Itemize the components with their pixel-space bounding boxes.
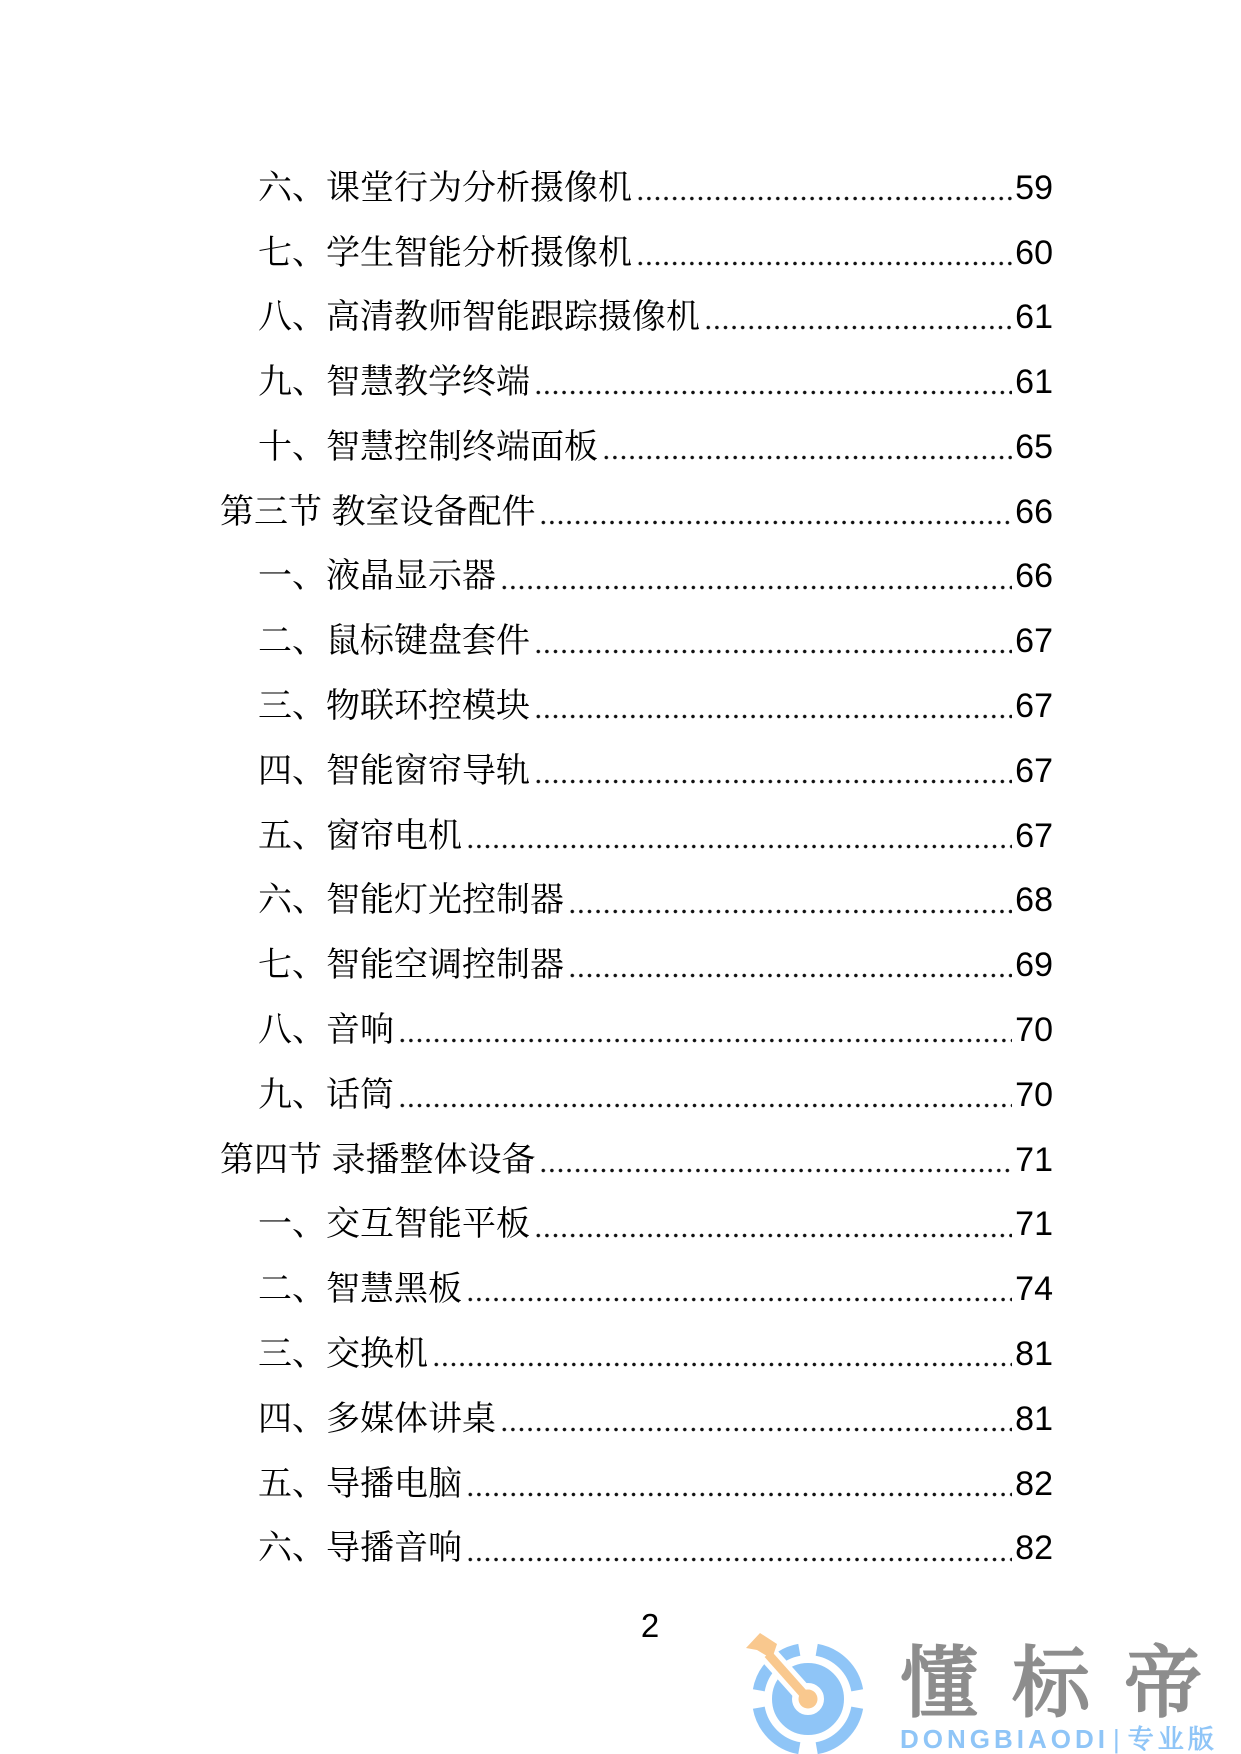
toc-entry-label: 九、智慧教学终端: [258, 363, 530, 402]
toc-entry-label: 六、课堂行为分析摄像机: [258, 168, 632, 207]
toc-entry-label: 五、窗帘电机: [258, 816, 462, 855]
toc-entry-label: 二、鼠标键盘套件: [258, 622, 530, 661]
toc-entry[interactable]: [220, 221, 1053, 286]
dot-leader: [500, 1427, 1012, 1432]
toc-entry-label: 六、智能灯光控制器: [258, 881, 564, 920]
toc-entry-label: 一、交互智能平板: [258, 1205, 530, 1244]
toc-entry-label: 三、交换机: [258, 1335, 428, 1374]
watermark-logo: [740, 1630, 1236, 1754]
toc-entry[interactable]: [220, 804, 1053, 869]
toc-entry-page: 61: [1015, 298, 1053, 337]
toc-entry-label: 八、高清教师智能跟踪摄像机: [258, 298, 700, 337]
dot-leader: [568, 973, 1012, 978]
toc-entry[interactable]: [220, 869, 1053, 934]
dot-leader: [636, 196, 1012, 201]
toc-entry-page: 74: [1015, 1270, 1053, 1309]
toc-entry-label: 七、学生智能分析摄像机: [258, 233, 632, 272]
toc-entry-page: 71: [1015, 1140, 1053, 1179]
toc-entry[interactable]: [220, 1452, 1053, 1517]
watermark-divider: |: [1113, 1724, 1124, 1754]
dot-leader: [602, 455, 1012, 460]
watermark-text: [900, 1630, 1236, 1752]
table-of-contents: [220, 156, 1053, 1582]
dot-leader: [534, 779, 1012, 784]
dot-leader: [534, 714, 1012, 719]
toc-entry-label: 第四节 录播整体设备: [220, 1140, 536, 1179]
toc-entry-page: 67: [1015, 816, 1053, 855]
dot-leader: [432, 1362, 1012, 1367]
toc-entry-page: 66: [1015, 492, 1053, 531]
toc-entry-page: 69: [1015, 946, 1053, 985]
dot-leader: [466, 1492, 1012, 1497]
dot-leader: [466, 844, 1012, 849]
toc-entry-label: 十、智慧控制终端面板: [258, 427, 598, 466]
toc-entry[interactable]: [220, 156, 1053, 221]
toc-entry[interactable]: [220, 480, 1053, 545]
toc-entry-page: 82: [1015, 1529, 1053, 1568]
toc-entry-page: 70: [1015, 1075, 1053, 1114]
watermark-brand: 懂标帝: [900, 1639, 1237, 1727]
toc-entry[interactable]: [220, 1322, 1053, 1387]
dot-leader: [534, 1233, 1012, 1238]
dot-leader: [398, 1103, 1012, 1108]
dot-leader: [704, 325, 1012, 330]
toc-entry[interactable]: [220, 545, 1053, 610]
toc-entry[interactable]: [220, 1063, 1053, 1128]
toc-entry[interactable]: [220, 350, 1053, 415]
toc-entry-page: 60: [1015, 233, 1053, 272]
toc-entry[interactable]: [220, 1258, 1053, 1323]
toc-entry[interactable]: [220, 934, 1053, 999]
toc-entry-page: 81: [1015, 1399, 1053, 1438]
dot-leader: [539, 520, 1012, 525]
toc-entry-label: 七、智能空调控制器: [258, 946, 564, 985]
dot-leader: [466, 1297, 1012, 1302]
toc-entry-label: 一、液晶显示器: [258, 557, 496, 596]
toc-entry-page: 71: [1015, 1205, 1053, 1244]
toc-entry[interactable]: [220, 1517, 1053, 1582]
toc-entry-label: 五、导播电脑: [258, 1464, 462, 1503]
toc-entry-page: 67: [1015, 622, 1053, 661]
dot-leader: [534, 390, 1012, 395]
toc-entry[interactable]: [220, 1128, 1053, 1193]
toc-entry-label: 六、导播音响: [258, 1529, 462, 1568]
toc-entry[interactable]: [220, 739, 1053, 804]
toc-entry-page: 65: [1015, 427, 1053, 466]
toc-entry-label: 八、音响: [258, 1011, 394, 1050]
dot-leader: [466, 1557, 1012, 1562]
toc-entry[interactable]: [220, 1387, 1053, 1452]
toc-entry-page: 67: [1015, 687, 1053, 726]
dot-leader: [398, 1038, 1012, 1043]
dot-leader: [500, 585, 1012, 590]
toc-entry[interactable]: [220, 415, 1053, 480]
toc-entry-label: 第三节 教室设备配件: [220, 492, 536, 531]
dot-leader: [539, 1168, 1012, 1173]
watermark-romanized: DONGBIAODI: [900, 1724, 1109, 1754]
toc-entry[interactable]: [220, 1193, 1053, 1258]
toc-entry-page: 66: [1015, 557, 1053, 596]
toc-entry-page: 59: [1015, 168, 1053, 207]
toc-entry-label: 四、多媒体讲桌: [258, 1399, 496, 1438]
toc-entry[interactable]: [220, 610, 1053, 675]
toc-entry[interactable]: [220, 674, 1053, 739]
toc-entry-label: 九、话筒: [258, 1075, 394, 1114]
watermark-edition: 专业版: [1127, 1724, 1218, 1754]
dot-leader: [636, 261, 1012, 266]
toc-entry[interactable]: [220, 286, 1053, 351]
toc-entry-label: 三、物联环控模块: [258, 687, 530, 726]
toc-entry-label: 二、智慧黑板: [258, 1270, 462, 1309]
toc-entry-page: 68: [1015, 881, 1053, 920]
dot-leader: [568, 909, 1012, 914]
toc-entry-page: 81: [1015, 1335, 1053, 1374]
page-number: 2: [640, 1607, 660, 1644]
toc-entry-page: 61: [1015, 363, 1053, 402]
toc-entry-label: 四、智能窗帘导轨: [258, 751, 530, 790]
toc-entry-page: 82: [1015, 1464, 1053, 1503]
toc-entry[interactable]: [220, 998, 1053, 1063]
toc-entry-page: 67: [1015, 751, 1053, 790]
toc-entry-page: 70: [1015, 1011, 1053, 1050]
dot-leader: [534, 649, 1012, 654]
dongbiaodi-target-icon: [740, 1630, 866, 1754]
